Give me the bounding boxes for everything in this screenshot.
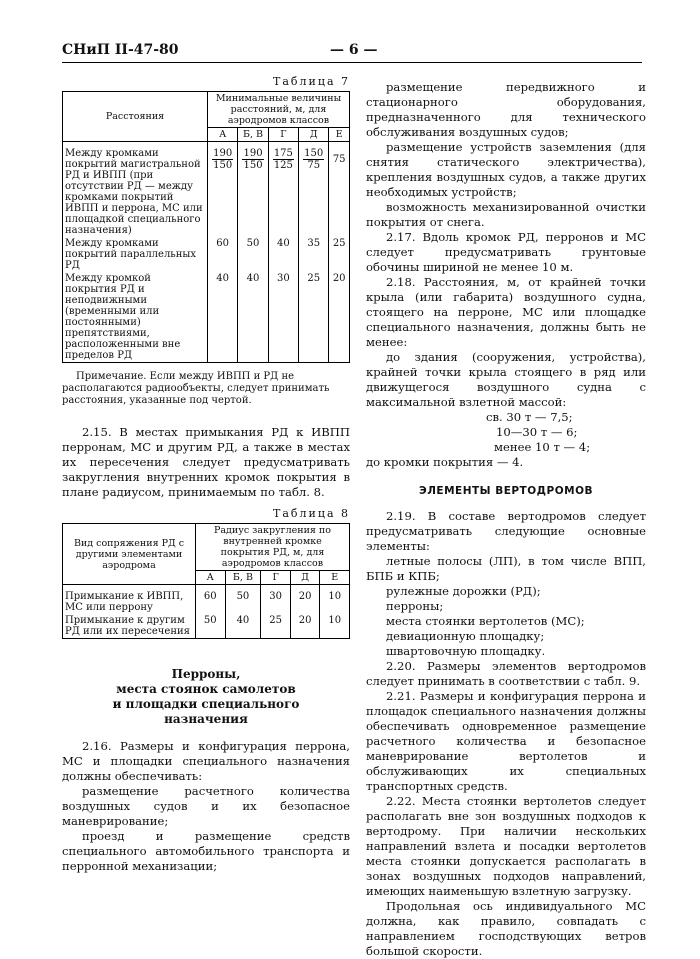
table7-cell: 40 [268,237,298,272]
list-item: размещение устройств заземления (для снятия статического электричества), крепления воздушных судов, а также других необходимых устройств; [366,140,646,199]
table8-row-label: Примыкание к другим РД или их пересечения [63,614,196,639]
table8-caption: Таблица 8 [273,507,350,520]
list-item: рулежные дорожки (РД); [386,584,541,598]
table-row [63,142,350,238]
header-page-number: — 6 — [330,42,378,58]
list-item: проезд и размещение средств специального автомобильного транспорта и перронной механизации; [62,829,350,873]
table7-cell: 40 [238,272,268,363]
mass-list [366,410,646,455]
table8-class: Б, В [225,571,261,585]
table8-head-kind: Вид сопряжения РД с другими элементами аэродрома [63,524,196,585]
table7-caption: Таблица 7 [273,75,350,88]
section-title-heliports: ЭЛЕМЕНТЫ ВЕРТОДРОМОВ [418,485,594,497]
table7-cell: 40 [208,272,238,363]
list-item: размещение расчетного количества воздушных судов и их безопасное маневрирование; [62,784,350,828]
table7-cell: 20 [329,272,350,363]
table7-row-label: Между кромкой покрытия РД и неподвижными (временными или постоянными) препятствиями, расположенными вне пределов РД [63,272,208,363]
table8-cell: 60 [196,585,226,615]
table7-cell: $\frac{190}{150}$ [208,142,238,238]
table8-cell: 30 [261,585,291,615]
paragraph-2-18-c: до кромки покрытия — 4. [366,455,524,469]
table8-cell: 10 [320,585,350,615]
paragraph-2-18: 2.18. Расстояния, м, от крайней точки крыла (или габарита) воздушного судна, стоящего на перроне, МС или площадке специального назначения, должны быть не менее: [366,275,646,349]
list-item: места стоянки вертолетов (МС); [386,614,585,628]
section-title-line: места стоянок самолетов [116,682,296,696]
paragraph-2-21: 2.21. Размеры и конфигурация перрона и площадок специального назначения должны обеспечивать одновременное размещение расчетного количества и безопасное маневрирование вертолетов и обслуживающих их специальных транспортных средств. [366,689,646,793]
table7-cell: 50 [238,237,268,272]
list-item: швартовочную площадку. [386,644,546,658]
section-title-line: и площадки специального [112,697,300,711]
table7-class: Д [299,128,329,142]
table7-note: Примечание. Если между ИВПП и РД не располагаются радиообъекты, следует принимать расстояния, указанные под чертой. [62,371,330,406]
table8-class: Г [261,571,291,585]
table7 [62,91,350,363]
table8-head-values: Радиус закругления по внутренней кромке покрытия РД, м, для аэродромов классов [196,524,350,571]
table7-cell: $\frac{175}{125}$ [268,142,298,238]
table7-class: Г [268,128,298,142]
list-item: перроны; [386,599,444,613]
table-row [63,237,350,272]
table7-row-label: Между кромками покрытий параллельных РД [63,237,208,272]
left-column [62,68,350,874]
table-row [63,585,350,615]
table8-cell: 50 [196,614,226,639]
table7-cell: 60 [208,237,238,272]
table7-row-label: Между кромками покрытий магистральной РД и ИВПП (при отсутствии РД — между кромками покрытий ИВПП и перрона, МС или площадкой специального назначения) [63,142,208,238]
table-row [63,272,350,363]
paragraph-2-15: 2.15. В местах примыкания РД к ИВПП перронам, МС и другим РД, а также в местах их пересечения следует предусматривать закругления внутренних кромок покрытия в плане радиусом, принимаемым по табл. 8. [62,425,350,499]
table8-cell: 20 [290,585,320,615]
header-rule [62,62,642,63]
table8-class: Е [320,571,350,585]
table8-cell: 20 [290,614,320,639]
paragraph-2-19: 2.19. В составе вертодромов следует предусматривать следующие основные элементы: [366,509,646,553]
paragraph-2-17: 2.17. Вдоль кромок РД, перронов и МС следует предусматривать грунтовые обочины шириной не менее 10 м. [366,230,646,274]
table-row [63,614,350,639]
table8-class: Д [290,571,320,585]
table8-row-label: Примыкание к ИВПП, МС или перрону [63,585,196,615]
table7-cell: 25 [329,237,350,272]
table7-cell: 75 [329,142,350,238]
table7-cell: 25 [299,272,329,363]
table8-cell: 10 [320,614,350,639]
paragraph-last: Продольная ось индивидуального МС должна, как правило, совпадать с направлением господствующих ветров большой скорости. [366,899,646,958]
paragraph-2-22: 2.22. Места стоянки вертолетов следует располагать вне зон воздушных подходов к вертодрому. При наличии нескольких направлений взлета и посадки вертолетов места стоянки допускается располагать в зонах воздушных подходов направлений, имеющих наименьшую взлетную загрузку. [366,794,646,898]
table7-head-values: Минимальные величины расстояний, м, для аэродромов классов [208,92,350,128]
table7-class: Е [329,128,350,142]
paragraph-2-16: 2.16. Размеры и конфигурация перрона, МС и площадки специального назначения должны обеспечивать: [62,739,350,783]
list-item: 10—30 т — 6; [496,425,578,439]
list-item: размещение передвижного и стационарного оборудования, предназначенного для технического обслуживания воздушных судов; [366,80,646,139]
table8-cell: 50 [225,585,261,615]
table7-cell: $\frac{190}{150}$ [238,142,268,238]
table8-cell: 40 [225,614,261,639]
section-title-line: Перроны, [171,667,241,681]
paragraph-2-18-b: до здания (сооружения, устройства), крайней точки крыла стоящего в ряд или движущегося воздушного судна с максимальной взлетной массой: [366,350,646,409]
table7-class: Б, В [238,128,268,142]
table7-head-distance: Расстояния [63,92,208,142]
list-item: возможность механизированной очистки покрытия от снега. [366,200,646,229]
table7-cell: 35 [299,237,329,272]
list-item: девиационную площадку; [386,629,545,643]
section-title-line: назначения [164,712,248,726]
list-item: менее 10 т — 4; [494,440,591,454]
table8-cell: 25 [261,614,291,639]
header-doc-code: СНиП II-47-80 [62,42,179,58]
right-column [366,80,646,959]
table7-class: А [208,128,238,142]
list-item: св. 30 т — 7,5; [486,410,573,424]
table8 [62,523,350,639]
list-item: летные полосы (ЛП), в том числе ВПП, БПБ и КПБ; [366,554,646,583]
table8-class: А [196,571,226,585]
paragraph-2-20: 2.20. Размеры элементов вертодромов следует принимать в соответствии с табл. 9. [366,659,646,688]
table7-cell: $\frac{150}{75}$ [299,142,329,238]
table7-cell: 30 [268,272,298,363]
section-title-perrons [62,667,350,727]
